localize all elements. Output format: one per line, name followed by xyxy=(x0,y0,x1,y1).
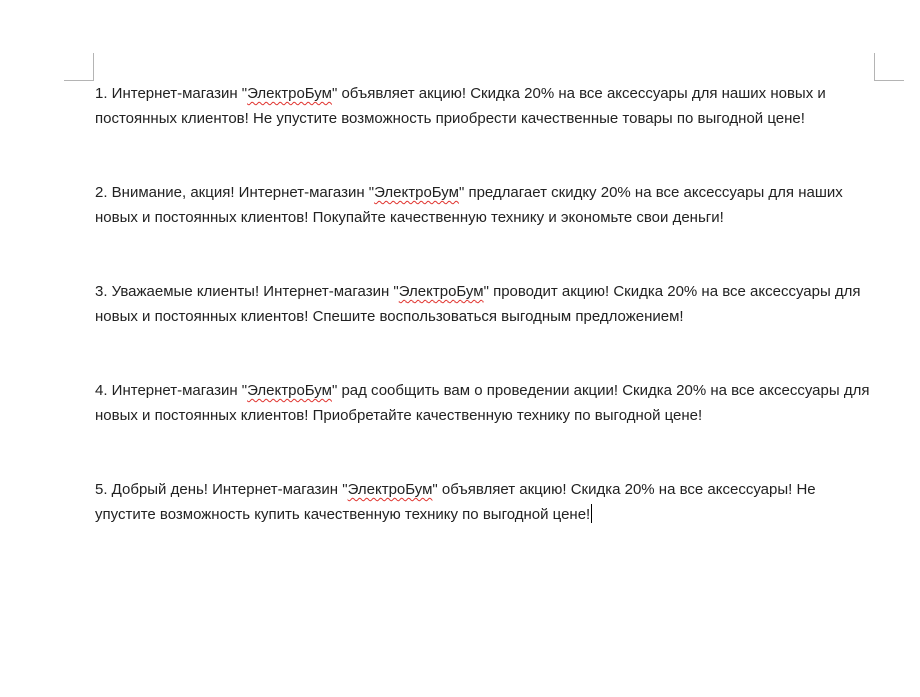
paragraph-3-text-start: 3. Уважаемые клиенты! Интернет-магазин " xyxy=(95,283,399,300)
paragraph-1-text-start: 1. Интернет-магазин " xyxy=(95,85,248,102)
text-cursor xyxy=(591,504,592,523)
paragraph-5-text-end: " объявляет акцию! Скидка 20% на все аксессуары! Не упустите возможность купить качественную технику по выгодной цене! xyxy=(95,481,816,523)
paragraph-4-text-start: 4. Интернет-магазин " xyxy=(95,382,248,399)
paragraph-5-text-start: 5. Добрый день! Интернет-магазин " xyxy=(95,481,348,498)
paragraph-2-brand-misspelled[interactable]: ЭлектроБум xyxy=(374,184,459,201)
paragraph-3-brand-misspelled[interactable]: ЭлектроБум xyxy=(398,283,484,300)
crop-mark-top-left-vertical xyxy=(93,53,94,81)
paragraph-3[interactable] xyxy=(95,280,870,329)
paragraph-2-text-start: 2. Внимание, акция! Интернет-магазин " xyxy=(95,184,375,201)
paragraph-1-brand-misspelled[interactable]: ЭлектроБум xyxy=(247,85,332,102)
crop-mark-top-right-horizontal xyxy=(874,80,904,81)
paragraph-4-text-end: " рад сообщить вам о проведении акции! Скидка 20% на все аксессуары для новых и постоянных клиентов! Приобретайте качественную технику по выгодной цене! xyxy=(95,382,870,424)
paragraph-5[interactable] xyxy=(95,478,870,527)
paragraph-1[interactable] xyxy=(95,82,870,131)
paragraph-1-text-end: " объявляет акцию! Скидка 20% на все аксессуары для наших новых и постоянных клиентов! Не упустите возможность приобрести качественные товары по выгодной цене! xyxy=(95,85,826,127)
crop-mark-top-right-vertical xyxy=(874,53,875,81)
paragraph-3-text-end: " проводит акцию! Скидка 20% на все аксессуары для новых и постоянных клиентов! Спешите воспользоваться выгодным предложением! xyxy=(95,283,861,325)
crop-mark-top-left-horizontal xyxy=(64,80,94,81)
paragraph-2[interactable] xyxy=(95,181,870,230)
paragraph-5-brand-misspelled[interactable]: ЭлектроБум xyxy=(347,481,433,498)
paragraph-4-brand-misspelled[interactable]: ЭлектроБум xyxy=(247,382,332,399)
paragraph-4[interactable] xyxy=(95,379,870,428)
paragraph-2-text-end: " предлагает скидку 20% на все аксессуары для наших новых и постоянных клиентов! Покупайте качественную технику и экономьте свои деньги! xyxy=(95,184,843,226)
document-body[interactable] xyxy=(95,82,870,577)
